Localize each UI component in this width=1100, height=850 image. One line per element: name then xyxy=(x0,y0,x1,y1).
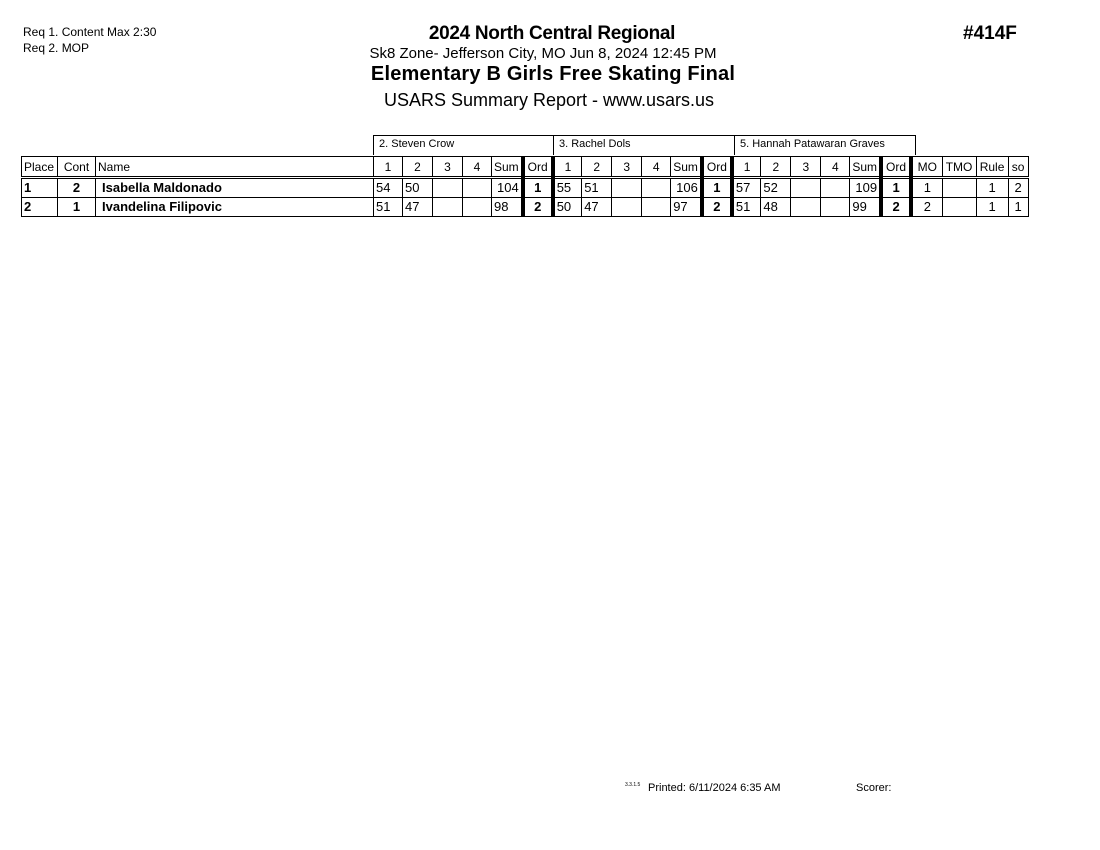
col-so: so xyxy=(1008,157,1028,178)
col-rule: Rule xyxy=(976,157,1008,178)
so: 2 xyxy=(1008,178,1028,198)
j1-score-1: 54 xyxy=(374,178,403,198)
place: 1 xyxy=(22,178,58,198)
j1-ord: 1 xyxy=(523,178,553,198)
j2-score-3 xyxy=(612,198,642,217)
col-cont: Cont xyxy=(58,157,96,178)
skater-name: Ivandelina Filipovic xyxy=(96,198,374,217)
j1-ord: 2 xyxy=(523,198,553,217)
col-place: Place xyxy=(22,157,58,178)
table-header-row xyxy=(22,157,1029,178)
j3-score-3 xyxy=(791,198,821,217)
j3-score-3 xyxy=(791,178,821,198)
venue-line: Sk8 Zone- Jefferson City, MO Jun 8, 2024 12:45 PM xyxy=(369,45,717,62)
j1-score-3 xyxy=(433,198,463,217)
j3-ord: 1 xyxy=(881,178,911,198)
j2-col-1: 1 xyxy=(553,157,582,178)
j2-score-4 xyxy=(642,178,671,198)
j2-score-1: 50 xyxy=(553,198,582,217)
event-number: #414F xyxy=(963,23,1017,44)
judge-name: 5. Hannah Patawaran Graves xyxy=(740,138,885,150)
j1-sum: 104 xyxy=(492,178,523,198)
j2-score-3 xyxy=(612,178,642,198)
j2-col-4: 4 xyxy=(642,157,671,178)
tmo xyxy=(942,178,976,198)
cont: 2 xyxy=(58,178,96,198)
rule: 1 xyxy=(976,178,1008,198)
tmo xyxy=(942,198,976,217)
j3-col-ord: Ord xyxy=(881,157,911,178)
col-name: Name xyxy=(96,157,374,178)
j1-col-4: 4 xyxy=(463,157,492,178)
scorer-label: Scorer: xyxy=(856,782,892,794)
mo: 2 xyxy=(911,198,942,217)
j3-col-2: 2 xyxy=(761,157,791,178)
j3-sum: 109 xyxy=(850,178,881,198)
j1-score-3 xyxy=(433,178,463,198)
cont: 1 xyxy=(58,198,96,217)
j3-sum: 99 xyxy=(850,198,881,217)
j1-score-4 xyxy=(463,198,492,217)
j3-score-4 xyxy=(821,198,850,217)
j2-ord: 1 xyxy=(702,178,732,198)
j2-col-sum: Sum xyxy=(671,157,702,178)
results-table xyxy=(21,156,1029,217)
j2-col-ord: Ord xyxy=(702,157,732,178)
j3-score-2: 52 xyxy=(761,178,791,198)
j1-score-1: 51 xyxy=(374,198,403,217)
j2-score-1: 55 xyxy=(553,178,582,198)
j3-col-1: 1 xyxy=(732,157,761,178)
j1-col-ord: Ord xyxy=(523,157,553,178)
j3-score-2: 48 xyxy=(761,198,791,217)
requirement-1: Req 1. Content Max 2:30 xyxy=(23,25,157,39)
j1-col-3: 3 xyxy=(433,157,463,178)
j2-ord: 2 xyxy=(702,198,732,217)
j3-score-1: 51 xyxy=(732,198,761,217)
requirement-2: Req 2. MOP xyxy=(23,41,90,55)
judge-name: 2. Steven Crow xyxy=(379,138,455,150)
report-name: USARS Summary Report - www.usars.us xyxy=(383,90,715,110)
judge-header-2 xyxy=(553,135,735,155)
competition-title: 2024 North Central Regional xyxy=(428,23,676,44)
rule: 1 xyxy=(976,198,1008,217)
j1-score-2: 50 xyxy=(403,178,433,198)
j2-col-2: 2 xyxy=(582,157,612,178)
mo: 1 xyxy=(911,178,942,198)
so: 1 xyxy=(1008,198,1028,217)
col-tmo: TMO xyxy=(942,157,976,178)
col-mo: MO xyxy=(911,157,942,178)
printed-timestamp: Printed: 6/11/2024 6:35 AM xyxy=(648,782,781,794)
j1-col-2: 2 xyxy=(403,157,433,178)
j3-col-sum: Sum xyxy=(850,157,881,178)
version-marker: 3.3.1.5 xyxy=(625,782,641,788)
j3-ord: 2 xyxy=(881,198,911,217)
skater-name: Isabella Maldonado xyxy=(96,178,374,198)
j2-sum: 106 xyxy=(671,178,702,198)
judge-name: 3. Rachel Dols xyxy=(559,138,631,150)
table-row xyxy=(22,198,1029,217)
j3-col-3: 3 xyxy=(791,157,821,178)
j2-col-3: 3 xyxy=(612,157,642,178)
j2-sum: 97 xyxy=(671,198,702,217)
j1-sum: 98 xyxy=(492,198,523,217)
j1-col-1: 1 xyxy=(374,157,403,178)
table-row xyxy=(22,178,1029,198)
j1-score-4 xyxy=(463,178,492,198)
j3-score-1: 57 xyxy=(732,178,761,198)
event-title: Elementary B Girls Free Skating Final xyxy=(370,63,736,85)
j1-score-2: 47 xyxy=(403,198,433,217)
j2-score-2: 47 xyxy=(582,198,612,217)
j1-col-sum: Sum xyxy=(492,157,523,178)
j3-score-4 xyxy=(821,178,850,198)
j3-col-4: 4 xyxy=(821,157,850,178)
judge-header-1 xyxy=(373,135,554,155)
j2-score-2: 51 xyxy=(582,178,612,198)
j2-score-4 xyxy=(642,198,671,217)
place: 2 xyxy=(22,198,58,217)
judge-header-3 xyxy=(734,135,916,155)
